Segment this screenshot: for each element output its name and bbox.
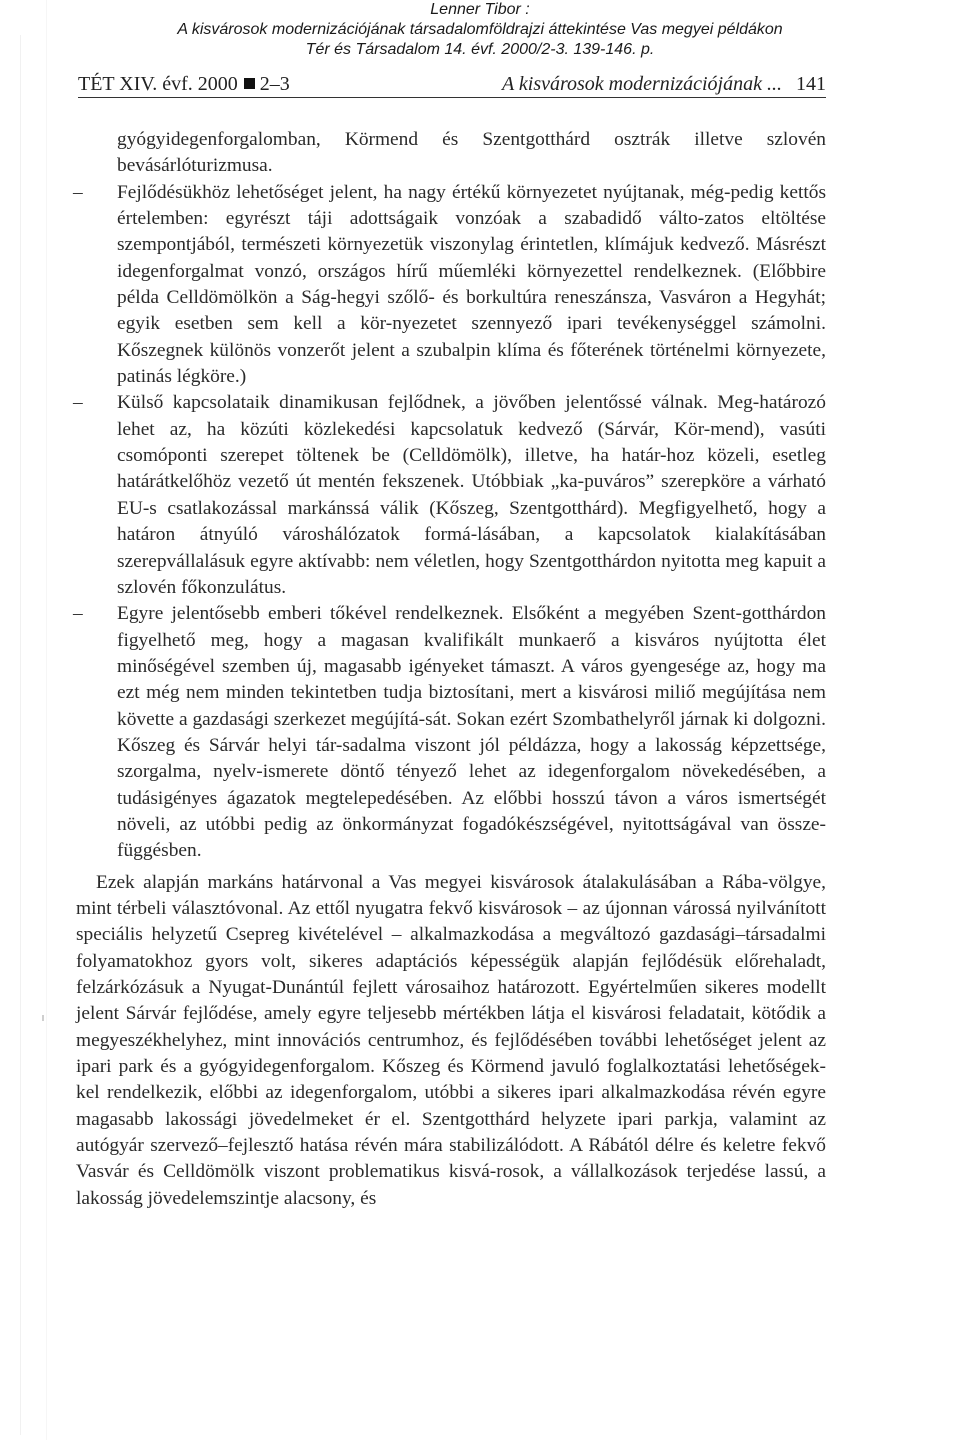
dash-bullet: – [73,603,83,625]
citation-author: Lenner Tibor : [430,1,530,18]
running-head-journal [78,71,290,97]
dash-bullet: – [73,181,83,203]
dash-bullet: – [73,392,83,414]
citation-title: A kisvárosok modernizációjának társadalomföldrajzi áttekintése Vas megyei példákon [177,21,783,38]
square-bullet-icon [244,78,255,89]
page-number: 141 [796,73,826,95]
bullet-item [73,180,826,391]
journal-number: 2–3 [259,73,290,95]
journal-issue: TÉT XIV. évf. 2000 [78,73,238,95]
citation-header [0,0,960,60]
bullet-text: Fejlődésükhöz lehetőséget jelent, ha nagy értékű környezetet nyújtanak, még-pedig kettős értelemben: egyrészt táji adottságaik vonzóak a szabadidő válto-zatos eltöltése szempontjából, természeti környezetük viszonylag érintetlen, klímájuk kedvező. Másrészt idegenforgalmat vonzó, országos hírű műemléki környezettel rendelkeznek. (Előbbire példa Celldömölkön a Ság-hegyi szőlő- és borkultúra reneszánsza, Vasváron a Hegyhát; egyik esetben sem kell a kör-nyezetet szennyező ipari tevékenységgel számolni. Kőszegnek különös vonzerőt jelent a szubalpin klíma és főterének történelmi környezete, patinás légköre.) [117,181,826,388]
body-paragraph: Ezek alapján markáns határvonal a Vas megyei kisvárosok átalakulásában a Rába-völgye, mint térbeli választóvonal. Az ettől nyugatra fekvő kisvárosok – az újonnan várossá nyilvánított speciális helyzetű Csepreg kivételével – alkalmazkodása a megváltozó gazdasági–társadalmi folyamatokhoz gyors volt, sikeres adaptációs képességük alapján fejlődésük előrehaladt, felzárkózásuk a Nyugat-Dunántúl fejlett városaihoz határozott. Egyértelműen sikeres modellt jelent Sárvár fejlődése, amely egyre teljesebb mértékben látja el kisvárosi feladatait, kötődik a megyeszékhelyhez, mint innovációs centrumhoz, és fejlődésében további lehetőséget jelent az ipari park és a gyógyidegenforgalom. Kőszeg és Körmend javuló foglalkoztatási lehetőségek-kel rendelkezik, előbbi az idegenforgalom, utóbbi a sikeres ipari alkalmazkodása révén egyre magasabb lakossági jövedelmeket ér el. Szentgotthárd helyzete ipari parkja, valamint az autógyár szervező–fejlesztő hatása révén mára stabilizálódott. A Rábától délre és keletre fekvő Vasvár és Celldömölk viszont problematikus kisvá-rosok, a vállalkozások terjedése lassú, a lakosság jövedelemszintje alacsony, és [76,871,826,1209]
citation-source: Tér és Társadalom 14. évf. 2000/2-3. 139-146. p. [305,41,655,58]
body-text [73,127,826,1212]
scan-margin-line [46,0,47,1440]
scan-mark [42,1015,44,1021]
running-head-title: A kisvárosok modernizációjának ... [502,73,782,95]
bullet-item [73,601,826,864]
continuation-text: gyógyidegenforgalomban, Körmend és Szentgotthárd osztrák illetve szlovén bevásárlóturizmusa. [117,129,826,177]
bullet-item [73,390,826,601]
running-head [78,71,826,98]
bullet-text: Külső kapcsolataik dinamikusan fejlődnek, a jövőben jelentőssé válnak. Meg-határozó lehet az, ha közúti közlekedési kapcsolatuk kedvező (Sárvár, Kör-mend), vasúti csomóponti szerepet töltenek be (Celldömölk), illetve, ha határ-hoz közeli, esetleg határátkelőhöz vezető út mentén fekszenek. Utóbbiak „ka-puváros” szerepköre a várható EU-s csatlakozással markánssá válik (Kőszeg, Szentgotthárd). Megfigyelhető, hogy a határon átnyúló városhálózatok formá-lásában, a kapcsolatok kialakításában szerepvállalásuk egyre aktívabb: nem véletlen, hogy Szentgotthárdon nyitotta meg kapuit a szlovén főkonzulátus. [117,392,826,598]
running-head-right [502,71,826,97]
scan-margin-line [20,35,21,1435]
bullet-text: Egyre jelentősebb emberi tőkével rendelkeznek. Elsőként a megyében Szent-gotthárdon figyelhető meg, hogy a magasan kvalifikált munkaerő a kisváros nyújtotta élet minőségével szemben új, magasabb igényeket támaszt. A város gyengesége az, hogy ma ezt még nem minden tekintetben tudja biztosítani, mert a kisvárosi miliő megújítása nem követte a gazdasági szerkezet megújítá-sát. Sokan ezért Szombathelyről járnak ki dolgozni. Kőszeg és Sárvár helyi tár-sadalma viszont jól példázza, hogy a lakosság képzettsége, szorgalma, nyelv-ismerete döntő tényező lehet az idegenforgalom növekedésében, a tudásigényes ágazatok megtelepedésében. Az előbbi hosszú távon a város ismertségét növeli, az utóbbi pedig az önkormányzat fogadókészségével, nyitottságával van össze-függésben. [117,603,826,862]
